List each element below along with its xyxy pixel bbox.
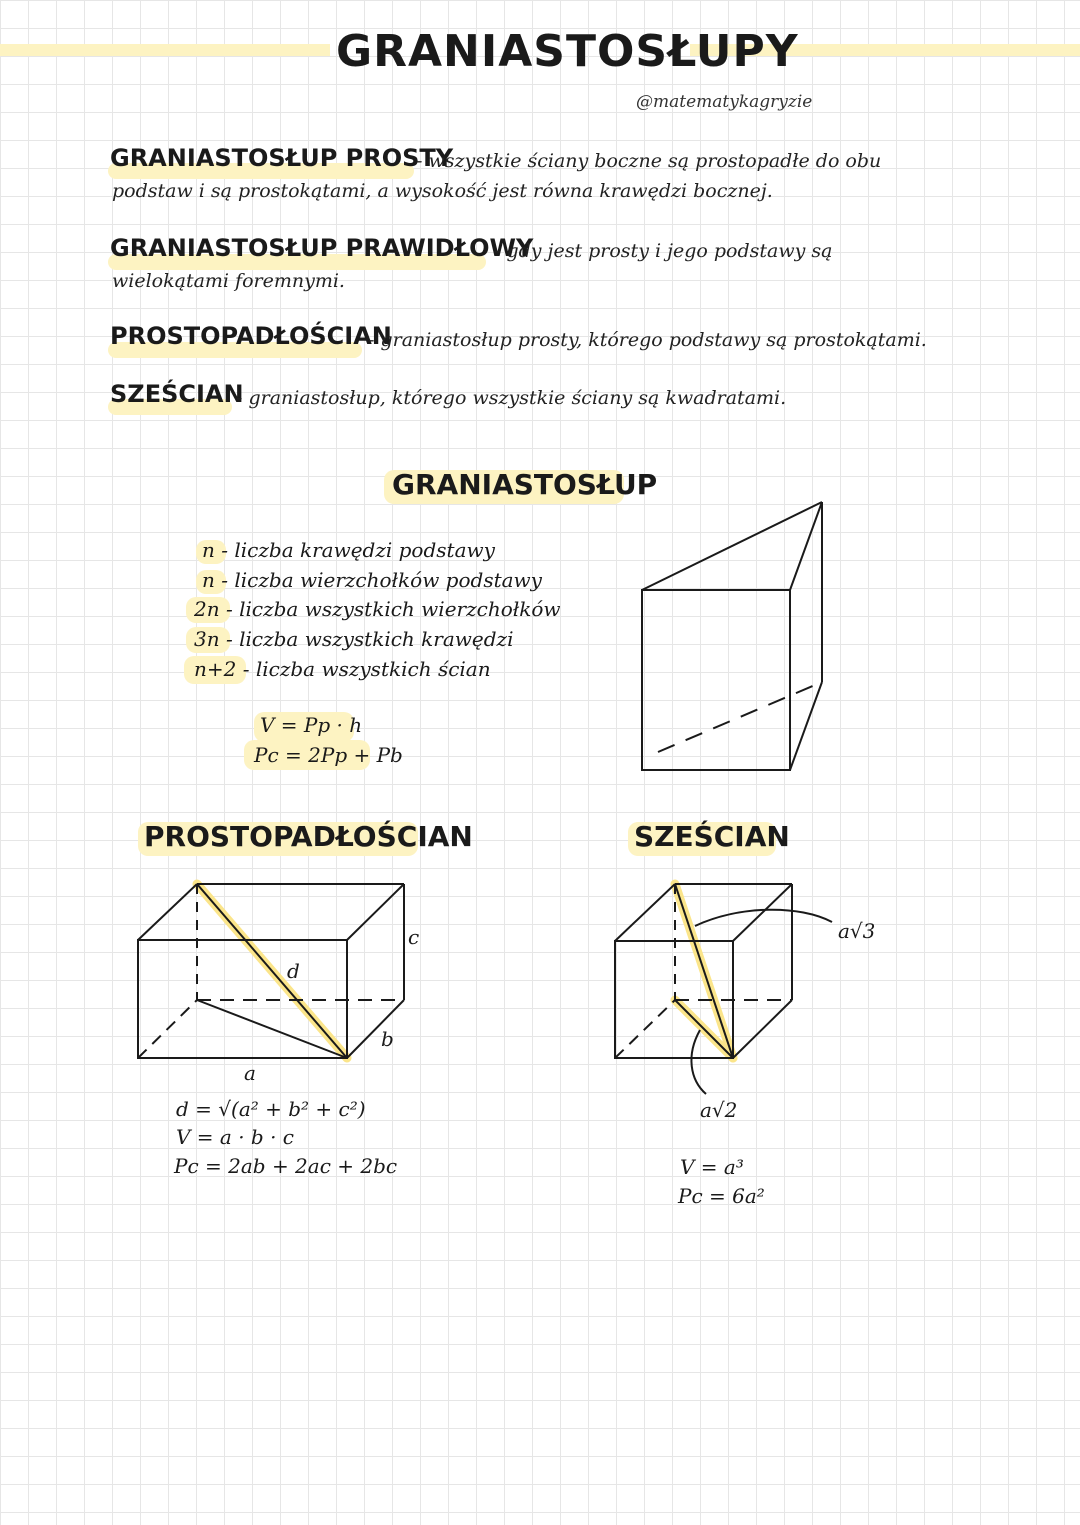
- definition-text-prosty-2: podstaw i są prostokątami, a wysokość jest równa krawędzi bocznej.: [112, 180, 773, 202]
- cube-label-face-diagonal: a√2: [700, 1098, 738, 1122]
- definition-term-szescian: SZEŚCIAN: [110, 380, 244, 408]
- prism-row-4: 3n - liczba wszystkich krawędzi: [194, 627, 514, 651]
- cube-label-diagonal: a√3: [838, 919, 876, 943]
- definition-term-prostopadloscian: PROSTOPADŁOŚCIAN: [110, 322, 392, 350]
- cuboid-label-b: b: [381, 1027, 394, 1051]
- cuboid-area-formula: Pc = 2ab + 2ac + 2bc: [174, 1154, 398, 1178]
- definition-text-prosty-1: - wszystkie ściany boczne są prostopadłe do obu: [416, 150, 882, 172]
- prism-row-3: 2n - liczba wszystkich wierzchołków: [194, 597, 561, 621]
- cuboid-label-c: c: [408, 925, 420, 949]
- prism-row-2: n - liczba wierzchołków podstawy: [202, 568, 542, 592]
- prism-volume-formula: V = Pp · h: [260, 713, 363, 737]
- prism-heading: GRANIASTOSŁUP: [392, 468, 658, 501]
- cube-volume-formula: V = a³: [680, 1155, 744, 1179]
- cuboid-label-d: d: [287, 959, 300, 983]
- cuboid-volume-formula: V = a · b · c: [176, 1125, 294, 1149]
- prism-row-5: n+2 - liczba wszystkich ścian: [194, 657, 491, 681]
- definition-text-szescian: - graniastosłup, którego wszystkie ściany są kwadratami.: [236, 387, 787, 409]
- cube-heading: SZEŚCIAN: [634, 820, 790, 853]
- author-handle: @matematykagryzie: [636, 92, 813, 112]
- page-title: GRANIASTOSŁUPY: [336, 26, 799, 77]
- definition-text-prawidlowy-2: wielokątami foremnymi.: [112, 270, 345, 292]
- cube-area-formula: Pc = 6a²: [678, 1184, 765, 1208]
- cuboid-diagonal-formula: d = √(a² + b² + c²): [176, 1097, 366, 1121]
- definition-term-prosty: GRANIASTOSŁUP PROSTY: [110, 144, 454, 172]
- definition-text-prostopadloscian: - graniastosłup prosty, którego podstawy są prostokątami.: [368, 329, 927, 351]
- cuboid-heading: PROSTOPADŁOŚCIAN: [144, 820, 473, 853]
- prism-area-formula: Pc = 2Pp + Pb: [254, 743, 403, 767]
- definition-term-prawidlowy: GRANIASTOSŁUP PRAWIDŁOWY: [110, 234, 534, 262]
- cuboid-label-a: a: [244, 1061, 256, 1085]
- definition-text-prawidlowy-1: - gdy jest prosty i jego podstawy są: [494, 240, 833, 262]
- prism-row-1: n - liczba krawędzi podstawy: [202, 538, 495, 562]
